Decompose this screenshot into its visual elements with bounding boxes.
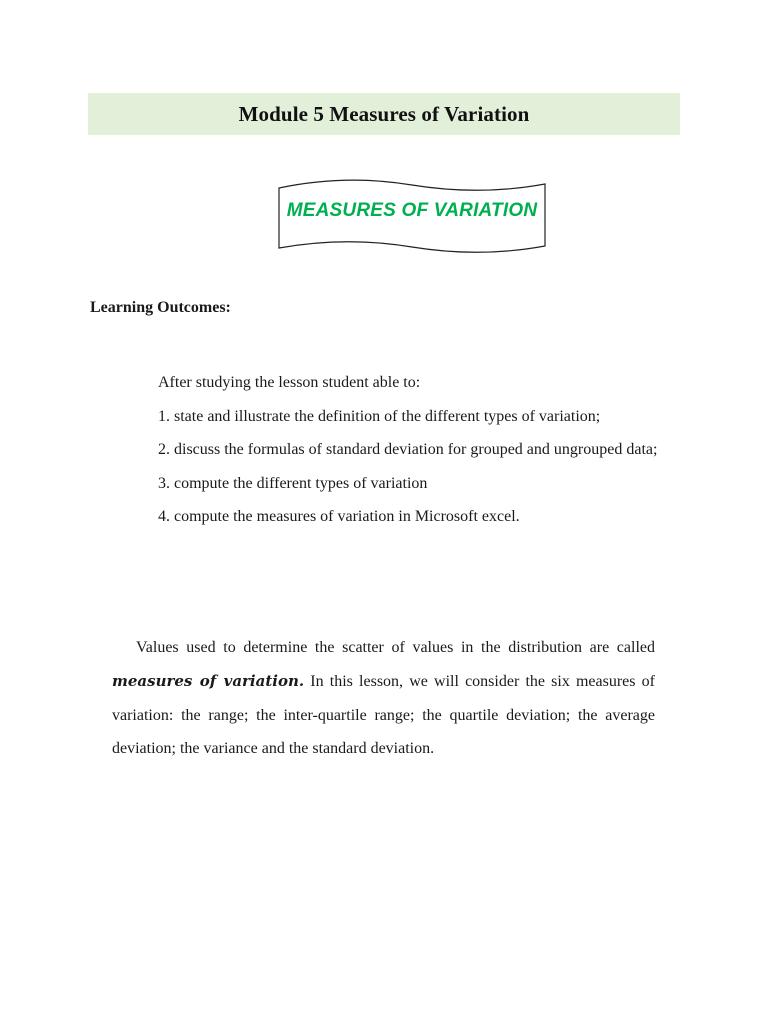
paragraph-text-end: In this lesson, we will consider the six measures of variation: the range; the inter-quartile range; the quartile deviation; the average deviation; the variance and the standard deviation. xyxy=(112,672,655,758)
outcomes-intro: After studying the lesson student able to: xyxy=(158,374,421,391)
paragraph-emphasis: measures of variation. xyxy=(112,671,305,690)
outcome-item: 4. compute the measures of variation in Microsoft excel. xyxy=(158,508,520,526)
outcome-item: 1. state and illustrate the definition of the different types of variation; xyxy=(158,407,601,425)
banner-title: MEASURES OF VARIATION xyxy=(286,200,538,221)
intro-paragraph xyxy=(112,631,655,766)
paragraph-text-start: Values used to determine the scatter of values in the distribution are called xyxy=(136,639,655,656)
module-title-band xyxy=(88,93,680,135)
learning-outcomes-list xyxy=(158,366,677,534)
module-title: Module 5 Measures of Variation xyxy=(238,101,530,126)
section-banner xyxy=(276,176,548,256)
outcome-item: 3. compute the different types of variation xyxy=(158,474,428,492)
outcome-item: 2. discuss the formulas of standard deviation for grouped and ungrouped data; xyxy=(158,441,658,459)
learning-outcomes-heading: Learning Outcomes: xyxy=(90,299,231,316)
